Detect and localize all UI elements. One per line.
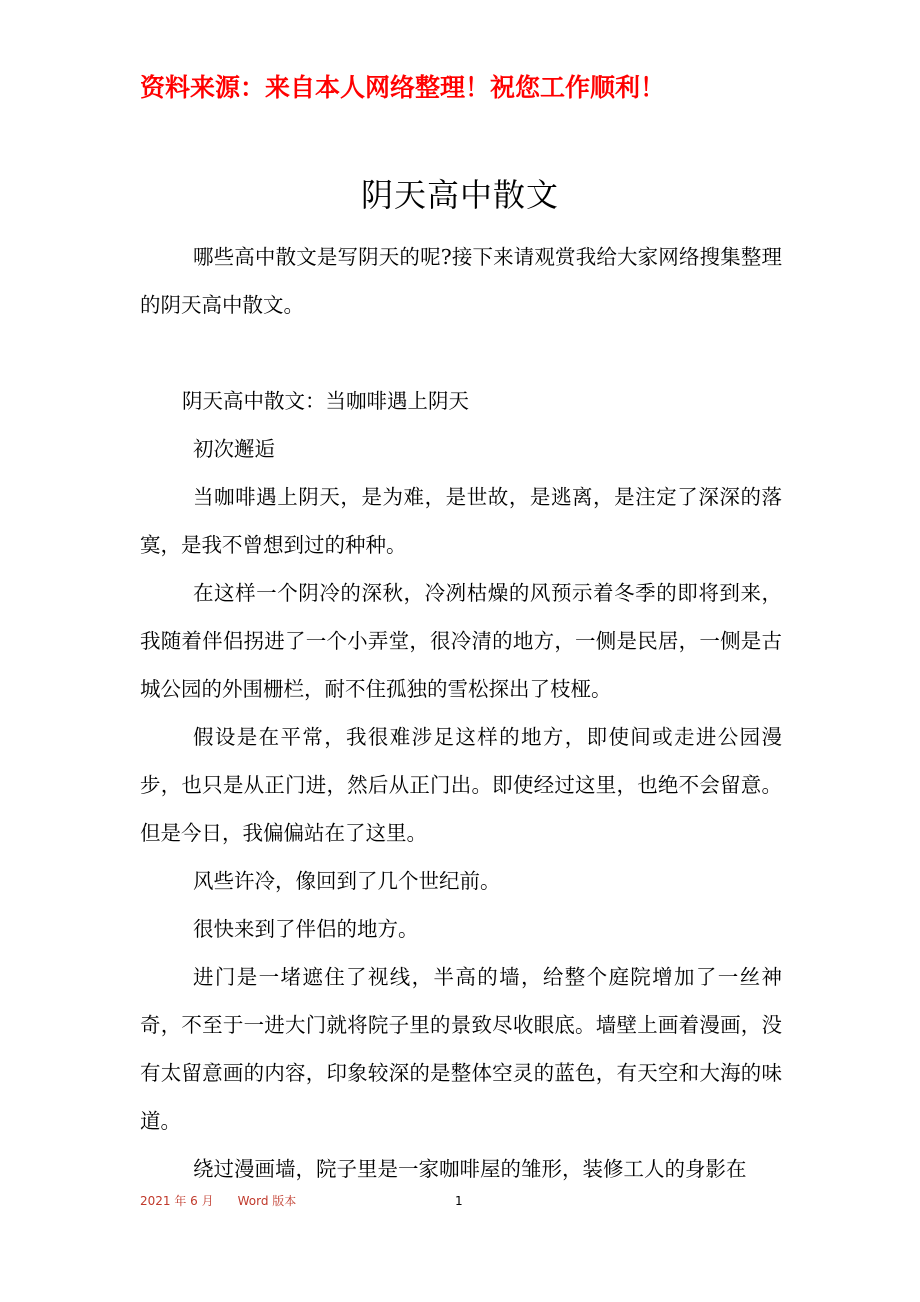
body-paragraph: 很快来到了伴侣的地方。 <box>193 917 419 941</box>
subheading: 初次邂逅 <box>193 437 275 461</box>
body-paragraph: 假设是在平常，我很难涉足这样的地方，即使间或走进公园漫步，也只是从正门进，然后从正门出。即使经过这里，也绝不会留意。但是今日，我偏偏站在了这里。 <box>140 725 782 845</box>
page-footer <box>140 1192 296 1210</box>
body-paragraph: 绕过漫画墙，院子里是一家咖啡屋的雏形，装修工人的身影在 <box>193 1157 747 1181</box>
section-heading: 阴天高中散文：当咖啡遇上阴天 <box>182 389 469 413</box>
source-banner: 资料来源：来自本人网络整理！祝您工作顺利！ <box>140 73 666 102</box>
document-title: 阴天高中散文 <box>360 176 559 215</box>
body-paragraph: 在这样一个阴冷的深秋，冷冽枯燥的风预示着冬季的即将到来，我随着伴侣拐进了一个小弄堂，很冷清的地方，一侧是民居，一侧是古城公园的外围栅栏，耐不住孤独的雪松探出了枝桠。 <box>140 581 782 701</box>
footer-date: 2021 年 6 月 <box>140 1194 214 1208</box>
page-number: 1 <box>455 1194 463 1208</box>
footer-version: Word 版本 <box>237 1194 297 1208</box>
body-paragraph: 进门是一堵遮住了视线，半高的墙，给整个庭院增加了一丝神奇，不至于一进大门就将院子里的景致尽收眼底。墙壁上画着漫画，没有太留意画的内容，印象较深的是整体空灵的蓝色，有天空和大海的味道。 <box>140 965 782 1133</box>
paragraph-gap <box>140 329 782 377</box>
body-paragraph: 当咖啡遇上阴天，是为难，是世故，是逃离，是注定了深深的落寞，是我不曾想到过的种种。 <box>140 485 782 557</box>
document-body <box>140 233 782 1193</box>
body-paragraph: 风些许冷，像回到了几个世纪前。 <box>193 869 501 893</box>
intro-paragraph: 哪些高中散文是写阴天的呢?接下来请观赏我给大家网络搜集整理的阴天高中散文。 <box>140 245 782 317</box>
